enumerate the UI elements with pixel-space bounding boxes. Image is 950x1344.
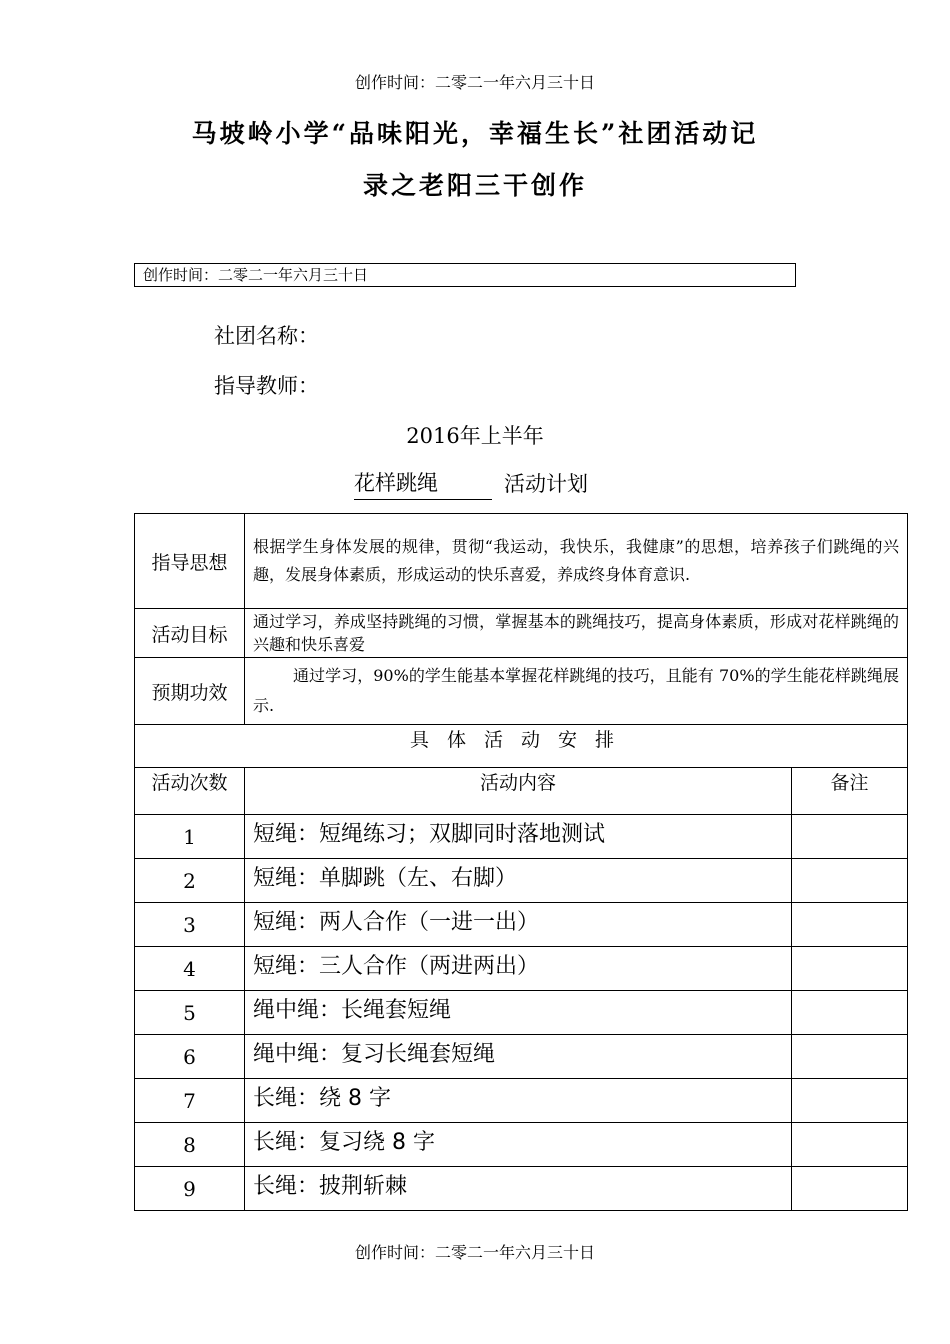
arrangement-row (135, 725, 908, 768)
guiding-row (135, 514, 908, 609)
activity-content: 长绳：复习绕 8 字 (245, 1123, 792, 1167)
col-content-header: 活动内容 (245, 768, 792, 815)
plan-project-name: 花样跳绳 (354, 467, 492, 500)
activity-number: 7 (135, 1079, 245, 1123)
goal-text: 通过学习，养成坚持跳绳的习惯，掌握基本的跳绳技巧，提高身体素质，形成对花样跳绳的兴趣和快乐喜爱 (245, 609, 908, 658)
activity-note (792, 947, 908, 991)
footer-note: 创作时间：二零二一年六月三十日 (354, 1243, 595, 1262)
activity-plan-table (134, 513, 908, 1211)
activity-row (135, 1035, 908, 1079)
activity-content: 短绳：三人合作（两进两出） (245, 947, 792, 991)
activity-note (792, 991, 908, 1035)
semester: 2016年上半年 (406, 424, 544, 448)
activity-row (135, 1167, 908, 1211)
col-count-header: 活动次数 (135, 768, 245, 815)
activity-row (135, 991, 908, 1035)
activity-number: 3 (135, 903, 245, 947)
activity-note (792, 1123, 908, 1167)
activity-number: 8 (135, 1123, 245, 1167)
guiding-text: 根据学生身体发展的规律，贯彻“我运动，我快乐，我健康”的思想，培养孩子们跳绳的兴趣，发展身体素质，形成运动的快乐喜爱，养成终身体育意识. (245, 514, 908, 609)
activity-row (135, 1123, 908, 1167)
activity-note (792, 815, 908, 859)
activity-row (135, 815, 908, 859)
goal-row (135, 609, 908, 658)
activity-number: 2 (135, 859, 245, 903)
activity-number: 6 (135, 1035, 245, 1079)
activity-content: 短绳：单脚跳（左、右脚） (245, 859, 792, 903)
club-name-label: 社团名称： (214, 324, 319, 348)
effect-row (135, 658, 908, 725)
plan-suffix: 活动计划 (504, 472, 588, 496)
activity-row (135, 947, 908, 991)
boxed-note: 创作时间：二零二一年六月三十日 (134, 263, 796, 287)
activity-number: 1 (135, 815, 245, 859)
activity-note (792, 903, 908, 947)
activity-content: 短绳：短绳练习；双脚同时落地测试 (245, 815, 792, 859)
activity-number: 9 (135, 1167, 245, 1211)
activity-content: 绳中绳：复习长绳套短绳 (245, 1035, 792, 1079)
activity-content: 长绳：披荆斩棘 (245, 1167, 792, 1211)
goal-label: 活动目标 (135, 609, 245, 658)
effect-label: 预期功效 (135, 658, 245, 725)
activity-number: 4 (135, 947, 245, 991)
plan-heading (354, 467, 588, 500)
activity-row (135, 903, 908, 947)
column-header-row (135, 768, 908, 815)
teacher-label: 指导教师： (214, 374, 319, 398)
guiding-label: 指导思想 (135, 514, 245, 609)
activity-content: 短绳：两人合作（一进一出） (245, 903, 792, 947)
arrangement-title: 具体活动安排 (135, 725, 908, 768)
activity-rows (135, 815, 908, 1211)
activity-note (792, 1035, 908, 1079)
activity-row (135, 859, 908, 903)
activity-note (792, 1079, 908, 1123)
effect-text: 通过学习，90%的学生能基本掌握花样跳绳的技巧，且能有 70%的学生能花样跳绳展示. (245, 658, 908, 725)
activity-content: 长绳：绕 8 字 (245, 1079, 792, 1123)
document-title-line-1: 马坡岭小学“品味阳光，幸福生长”社团活动记 (191, 119, 759, 148)
activity-note (792, 859, 908, 903)
activity-row (135, 1079, 908, 1123)
activity-content: 绳中绳：长绳套短绳 (245, 991, 792, 1035)
activity-number: 5 (135, 991, 245, 1035)
header-note: 创作时间：二零二一年六月三十日 (354, 73, 595, 92)
col-note-header: 备注 (792, 768, 908, 815)
activity-note (792, 1167, 908, 1211)
document-title-line-2: 录之老阳三干创作 (362, 171, 587, 200)
